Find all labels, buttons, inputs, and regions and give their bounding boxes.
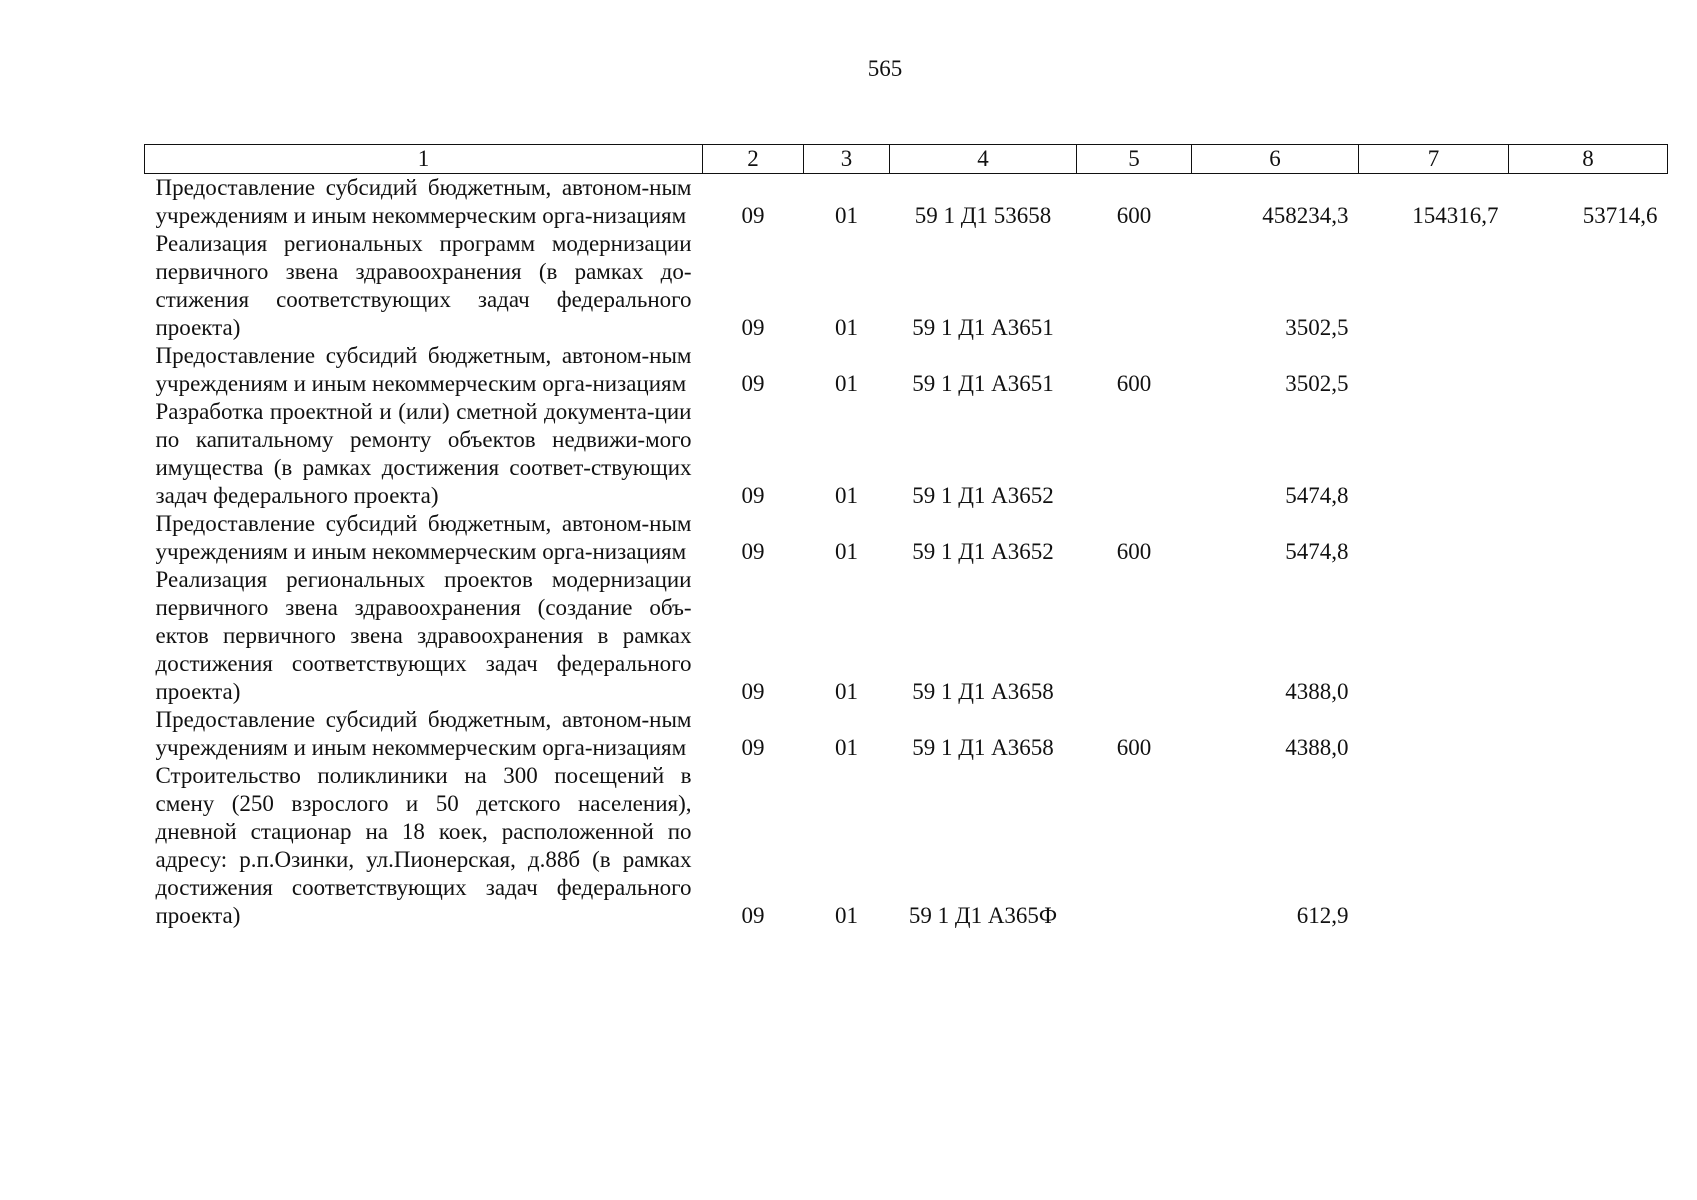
amount-col-7 — [1359, 398, 1509, 510]
table-row — [145, 230, 1668, 342]
target-article-code: 59 1 Д1 А3658 — [912, 735, 1054, 760]
amount-col-6: 4388,0 — [1285, 735, 1349, 760]
target-article-code: 59 1 Д1 А3652 — [912, 539, 1054, 564]
amount-col-7: 154316,7 — [1412, 203, 1499, 228]
amount-col-6: 3502,5 — [1285, 371, 1349, 396]
amount-col-6: 5474,8 — [1285, 483, 1349, 508]
expense-type-code — [1077, 762, 1192, 930]
row-description: Предоставление субсидий бюджетным, автоном-ным учреждениям и иным некоммерческим орга-низациям — [155, 511, 692, 564]
expense-type-code — [1077, 398, 1192, 510]
row-description: Разработка проектной и (или) сметной документа-ции по капитальному ремонту объектов недвижи-мого имущества (в рамках достижения соответ-ствующих задач федерального проекта) — [155, 399, 692, 508]
subsection-code: 01 — [835, 903, 858, 928]
expense-type-code — [1077, 566, 1192, 706]
column-header-2: 2 — [703, 145, 804, 174]
target-article-code: 59 1 Д1 А3651 — [912, 371, 1054, 396]
section-code: 09 — [741, 371, 765, 396]
section-code: 09 — [741, 539, 765, 564]
column-header-4: 4 — [890, 145, 1077, 174]
expense-type-code: 600 — [1116, 539, 1152, 564]
amount-col-8: 53714,6 — [1582, 203, 1658, 228]
column-header-8: 8 — [1509, 145, 1668, 174]
column-header-6: 6 — [1192, 145, 1359, 174]
amount-col-7 — [1359, 762, 1509, 930]
column-number-row — [145, 145, 1668, 174]
section-code: 09 — [741, 315, 765, 340]
page-number: 565 — [867, 56, 903, 81]
row-description: Строительство поликлиники на 300 посещений в смену (250 взрослого и 50 детского населения), дневной стационар на 18 коек, расположенной по адресу: р.п.Озинки, ул.Пионерская, д.88б (в рамках достижения соответствующих задач федерального проекта) — [155, 763, 692, 928]
amount-col-8 — [1509, 398, 1668, 510]
subsection-code: 01 — [835, 203, 858, 228]
amount-col-8 — [1509, 566, 1668, 706]
amount-col-8 — [1509, 762, 1668, 930]
target-article-code: 59 1 Д1 53658 — [914, 203, 1052, 228]
column-header-7: 7 — [1359, 145, 1509, 174]
amount-col-7 — [1359, 230, 1509, 342]
target-article-code: 59 1 Д1 А3651 — [912, 315, 1054, 340]
section-code: 09 — [741, 735, 765, 760]
row-description: Предоставление субсидий бюджетным, автоном-ным учреждениям и иным некоммерческим орга-низациям — [155, 707, 692, 760]
section-code: 09 — [741, 679, 765, 704]
column-header-5: 5 — [1077, 145, 1192, 174]
table-row — [145, 510, 1668, 566]
subsection-code: 01 — [835, 539, 858, 564]
subsection-code: 01 — [835, 315, 858, 340]
target-article-code: 59 1 Д1 А3652 — [912, 483, 1054, 508]
table-row — [145, 762, 1668, 930]
amount-col-8 — [1509, 706, 1668, 762]
column-header-3: 3 — [804, 145, 890, 174]
table-row — [145, 566, 1668, 706]
amount-col-6: 3502,5 — [1285, 315, 1349, 340]
target-article-code: 59 1 Д1 А365Ф — [908, 903, 1058, 928]
subsection-code: 01 — [835, 735, 858, 760]
row-description: Реализация региональных программ модернизации первичного звена здравоохранения (в рамках до-стижения соответствующих задач федерального проекта) — [155, 231, 692, 340]
table-row — [145, 174, 1668, 231]
expense-type-code: 600 — [1116, 735, 1152, 760]
subsection-code: 01 — [835, 371, 858, 396]
row-description: Предоставление субсидий бюджетным, автоном-ным учреждениям и иным некоммерческим орга-низациям — [155, 175, 692, 228]
amount-col-6: 612,9 — [1296, 903, 1349, 928]
amount-col-8 — [1509, 510, 1668, 566]
table-row — [145, 342, 1668, 398]
row-description: Предоставление субсидий бюджетным, автоном-ным учреждениям и иным некоммерческим орга-низациям — [155, 343, 692, 396]
expense-type-code — [1077, 230, 1192, 342]
amount-col-6: 4388,0 — [1285, 679, 1349, 704]
expense-type-code: 600 — [1116, 371, 1152, 396]
amount-col-7 — [1359, 342, 1509, 398]
amount-col-7 — [1359, 566, 1509, 706]
table-row — [145, 398, 1668, 510]
amount-col-7 — [1359, 510, 1509, 566]
table-row — [145, 706, 1668, 762]
row-description: Реализация региональных проектов модернизации первичного звена здравоохранения (создание объ-ектов первичного звена здравоохранения в рамках достижения соответствующих задач федерального проекта) — [155, 567, 692, 704]
expense-type-code: 600 — [1116, 203, 1152, 228]
amount-col-7 — [1359, 706, 1509, 762]
section-code: 09 — [741, 903, 765, 928]
subsection-code: 01 — [835, 679, 858, 704]
amount-col-6: 458234,3 — [1262, 203, 1349, 228]
amount-col-8 — [1509, 342, 1668, 398]
target-article-code: 59 1 Д1 А3658 — [912, 679, 1054, 704]
column-header-1: 1 — [145, 145, 703, 174]
budget-table — [144, 144, 1668, 930]
section-code: 09 — [741, 203, 765, 228]
subsection-code: 01 — [835, 483, 858, 508]
section-code: 09 — [741, 483, 765, 508]
amount-col-8 — [1509, 230, 1668, 342]
amount-col-6: 5474,8 — [1285, 539, 1349, 564]
